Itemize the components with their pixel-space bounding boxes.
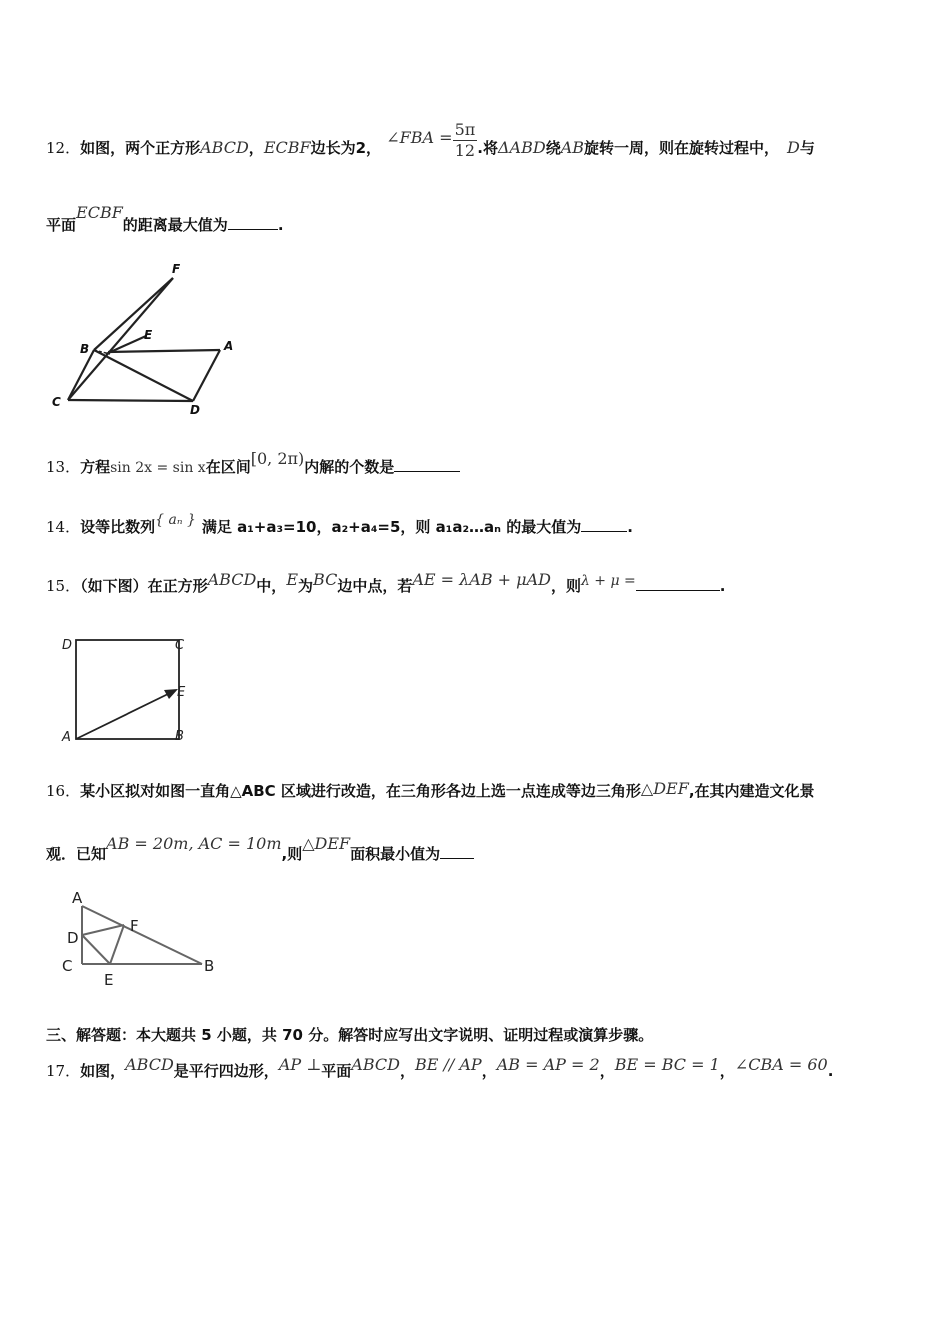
- q16-line2: 观．已知AB = 20m, AC = 10m,则△DEF面积最小值为: [46, 843, 474, 864]
- fig15-label-C: C: [175, 638, 185, 653]
- fig12-label-F: F: [172, 262, 181, 276]
- q16-line1: 16．某小区拟对如图一直角△ABC 区域进行改造，在三角形各边上选一点连成等边三角形△DEF,在其内建造文化景: [46, 779, 815, 800]
- fig12-label-E: E: [144, 328, 153, 342]
- fig16-label-C: C: [62, 957, 73, 975]
- q14-number: 14．: [46, 518, 81, 536]
- fig15-label-D: D: [62, 638, 73, 653]
- figure-15: [56, 628, 206, 748]
- fig16-label-B: B: [204, 957, 215, 975]
- fig15-label-B: B: [175, 729, 184, 744]
- fig16-label-E: E: [104, 971, 114, 989]
- q15-number: 15．: [46, 577, 81, 595]
- q12-fraction: $\frac{5\pi}{12}$: [454, 120, 476, 160]
- fig16-label-A: A: [72, 889, 83, 907]
- fig12-label-A: A: [224, 339, 234, 353]
- q12-line2: 平面ECBF的距离最大值为 .: [46, 203, 284, 234]
- q12-line1: 12．如图，两个正方形ABCD，ECBF边长为2， ∠FBA = $\frac{5\pi}{12}$.将ΔABD绕AB旋转一周，则在旋转过程中， D与: [46, 120, 815, 160]
- answer-blank-13[interactable]: [394, 457, 460, 472]
- fig16-label-F: F: [130, 917, 139, 935]
- q12-number: 12．: [46, 139, 81, 157]
- fig15-label-A: A: [62, 730, 71, 745]
- section3-heading: 三、解答题：本大题共 5 小题，共 70 分。解答时应写出文字说明、证明过程或演算步骤。: [46, 1026, 654, 1044]
- q15-line: 15．（如下图）在正方形ABCD中，E为BC边中点，若AE = λAB + μAD，则λ + μ = .: [46, 570, 726, 595]
- q13-number: 13．: [46, 458, 81, 476]
- q16-number: 16．: [46, 782, 81, 800]
- q14-line: 14．设等比数列{ aₙ } 满足 a₁+a₃=10，a₂+a₄=5，则 a₁a₂…aₙ 的最大值为 .: [46, 512, 633, 536]
- answer-blank-14[interactable]: [581, 517, 627, 532]
- fig16-label-D: D: [67, 929, 79, 947]
- fig12-label-B: B: [80, 342, 90, 356]
- answer-blank-15[interactable]: [636, 576, 720, 591]
- q17-line: 17．如图，ABCD是平行四边形，AP ⊥平面ABCD，BE // AP，AB = AP = 2，BE = BC = 1，∠CBA = 60.: [46, 1055, 834, 1080]
- q17-number: 17．: [46, 1062, 81, 1080]
- answer-blank-12[interactable]: [228, 215, 278, 230]
- figure-12: [48, 258, 248, 420]
- fig12-label-D: D: [190, 403, 200, 417]
- q13-line: 13．方程sin 2x = sin x在区间[0, 2π)内解的个数是: [46, 456, 460, 477]
- figure-16: [58, 886, 228, 990]
- fig15-label-E: E: [177, 685, 186, 700]
- fig12-label-C: C: [52, 395, 61, 409]
- answer-blank-16[interactable]: [440, 844, 474, 859]
